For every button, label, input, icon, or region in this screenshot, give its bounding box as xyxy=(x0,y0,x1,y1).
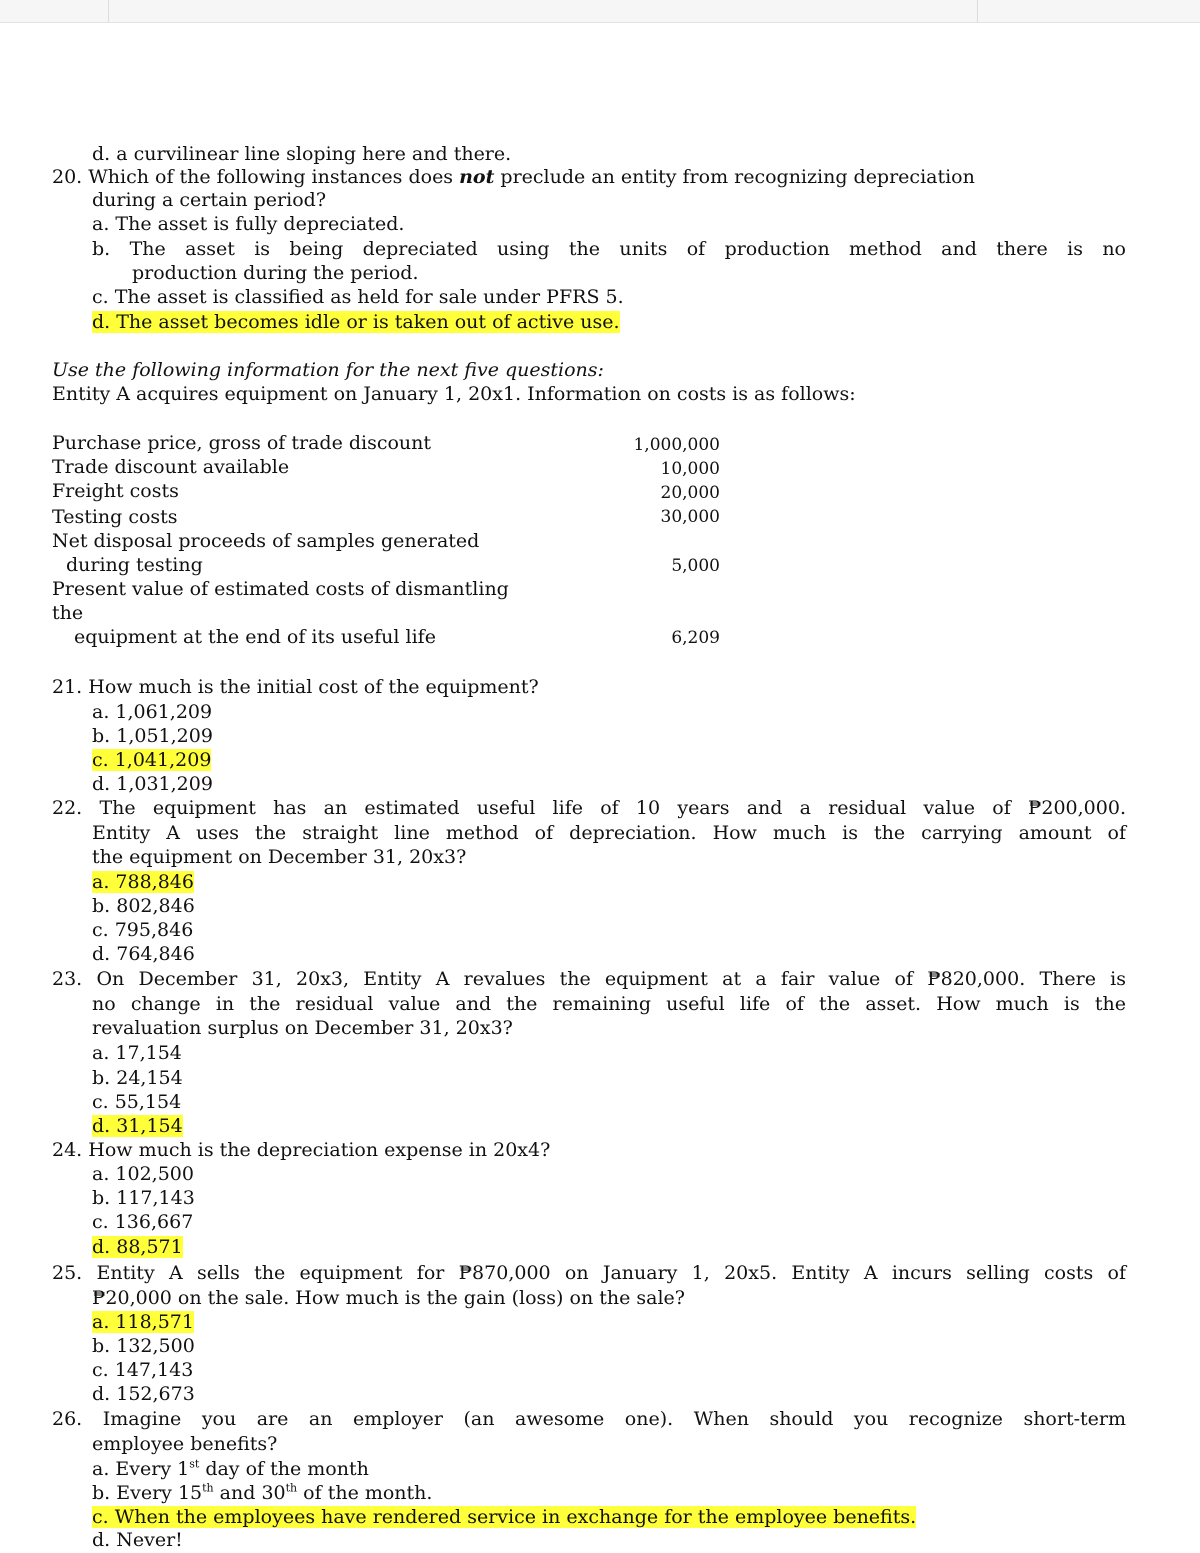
answer-highlight: d. 31,154 xyxy=(92,1115,183,1137)
q25-stem-line1: 25. Entity A sells the equipment for ₱870,000 on January 1, 20x5. Entity A incurs selling costs of xyxy=(52,1262,1126,1284)
q26-option-a: a. Every 1st day of the month xyxy=(92,1457,369,1480)
q20-stem-line2: during a certain period? xyxy=(92,189,327,211)
q23-option-d-answer xyxy=(92,1115,183,1138)
answer-highlight: d. 88,571 xyxy=(92,1236,183,1258)
cost-label: equipment at the end of its useful life xyxy=(74,626,436,648)
q26-option-b: b. Every 15th and 30th of the month. xyxy=(92,1481,433,1504)
cost-label: Net disposal proceeds of samples generated xyxy=(52,530,480,552)
cost-value: 10,000 xyxy=(660,459,720,479)
q23-option-c: c. 55,154 xyxy=(92,1091,182,1113)
q20-option-b-line2: production during the period. xyxy=(132,262,419,284)
q21-option-a: a. 1,061,209 xyxy=(92,701,213,723)
answer-highlight: a. 788,846 xyxy=(92,871,194,893)
q20-option-a: a. The asset is fully depreciated. xyxy=(92,213,405,235)
q25-option-d: d. 152,673 xyxy=(92,1383,195,1405)
q23-stem-line1: 23. On December 31, 20x3, Entity A revalues the equipment at a fair value of ₱820,000. There is xyxy=(52,968,1126,990)
q23-stem-line2: no change in the residual value and the remaining useful life of the asset. How much is the xyxy=(92,993,1126,1015)
cost-label: during testing xyxy=(66,554,203,576)
q26-option-d: d. Never! xyxy=(92,1529,183,1551)
q19-option-d: d. a curvilinear line sloping here and there. xyxy=(92,143,512,165)
q22-option-d: d. 764,846 xyxy=(92,943,195,965)
cost-label: Present value of estimated costs of dismantling xyxy=(52,578,509,600)
q24-option-d-answer xyxy=(92,1236,183,1259)
answer-highlight: c. 1,041,209 xyxy=(92,749,212,771)
cost-value: 30,000 xyxy=(660,507,720,527)
answer-highlight: a. 118,571 xyxy=(92,1311,194,1333)
cost-value: 5,000 xyxy=(671,556,720,576)
cost-value: 6,209 xyxy=(671,628,720,648)
q22-option-a-answer xyxy=(92,871,194,894)
info-intro: Use the following information for the next five questions: xyxy=(52,359,604,381)
cost-value: 1,000,000 xyxy=(633,435,720,455)
q21-stem: 21. How much is the initial cost of the equipment? xyxy=(52,676,539,698)
q24-option-b: b. 117,143 xyxy=(92,1187,195,1209)
q22-stem-line3: the equipment on December 31, 20x3? xyxy=(92,846,467,868)
emphasis-not: not xyxy=(459,166,495,188)
q23-option-b: b. 24,154 xyxy=(92,1067,183,1089)
q24-stem: 24. How much is the depreciation expense in 20x4? xyxy=(52,1139,551,1161)
q22-option-b: b. 802,846 xyxy=(92,895,195,917)
q24-option-a: a. 102,500 xyxy=(92,1163,194,1185)
q25-option-b: b. 132,500 xyxy=(92,1335,195,1357)
cost-label: Purchase price, gross of trade discount xyxy=(52,432,432,454)
cost-label: the xyxy=(52,602,84,624)
q26-stem-line1: 26. Imagine you are an employer (an awesome one). When should you recognize short-term xyxy=(52,1408,1126,1430)
info-line: Entity A acquires equipment on January 1, 20x1. Information on costs is as follows: xyxy=(52,383,856,405)
q25-stem-line2: ₱20,000 on the sale. How much is the gain (loss) on the sale? xyxy=(92,1287,685,1309)
cost-label: Freight costs xyxy=(52,480,179,502)
cost-value: 20,000 xyxy=(660,483,720,503)
cost-label: Testing costs xyxy=(52,506,178,528)
q20-stem-line1: 20. Which of the following instances does not preclude an entity from recognizing depreciation xyxy=(52,166,975,188)
q26-option-c-answer xyxy=(92,1506,916,1529)
q20-option-d-answer xyxy=(92,311,620,334)
answer-highlight: c. When the employees have rendered service in exchange for the employee benefits. xyxy=(92,1506,917,1528)
q22-stem-line1: 22. The equipment has an estimated useful life of 10 years and a residual value of ₱200,000. xyxy=(52,797,1126,819)
q20-option-c: c. The asset is classified as held for sale under PFRS 5. xyxy=(92,286,624,308)
cost-label: Trade discount available xyxy=(52,456,290,478)
q21-option-b: b. 1,051,209 xyxy=(92,725,213,747)
q24-option-c: c. 136,667 xyxy=(92,1211,194,1233)
q25-option-a-answer xyxy=(92,1311,194,1334)
q23-stem-line3: revaluation surplus on December 31, 20x3? xyxy=(92,1017,513,1039)
q22-option-c: c. 795,846 xyxy=(92,919,194,941)
q23-option-a: a. 17,154 xyxy=(92,1042,182,1064)
q25-option-c: c. 147,143 xyxy=(92,1359,194,1381)
q22-stem-line2: Entity A uses the straight line method of depreciation. How much is the carrying amount of xyxy=(92,822,1126,844)
q26-stem-line2: employee benefits? xyxy=(92,1433,278,1455)
q21-option-c-answer xyxy=(92,749,211,772)
answer-highlight: d. The asset becomes idle or is taken out of active use. xyxy=(92,311,620,333)
q21-option-d: d. 1,031,209 xyxy=(92,773,213,795)
q20-option-b-line1: b. The asset is being depreciated using the units of production method and there is no xyxy=(92,238,1126,260)
